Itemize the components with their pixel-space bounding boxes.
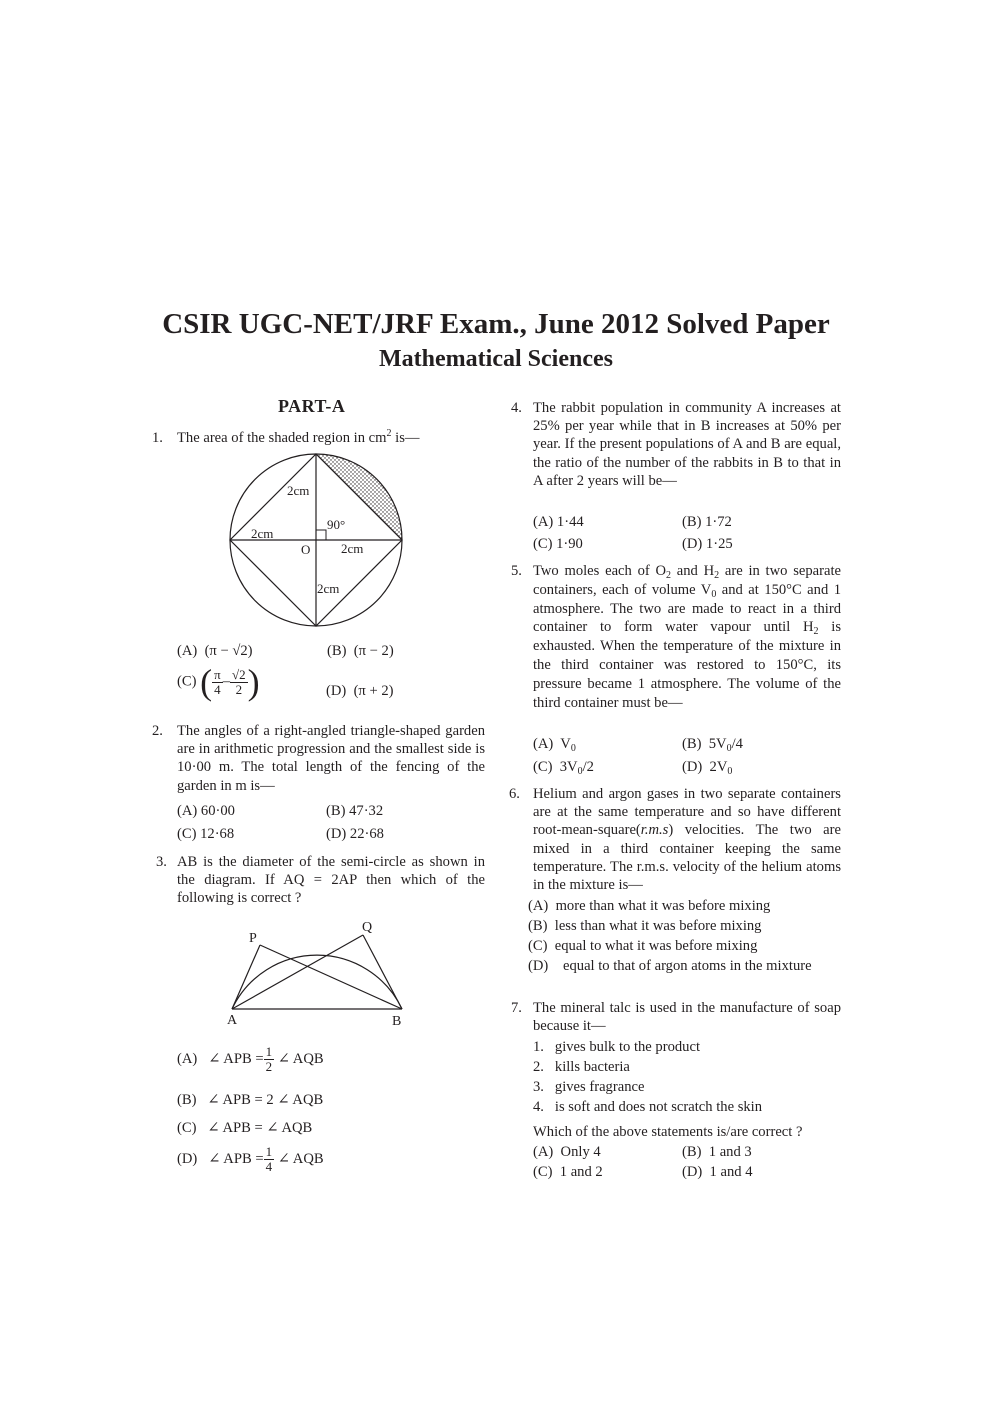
statement-2: 2. kills bacteria bbox=[533, 1059, 630, 1075]
question-number: 3. bbox=[156, 854, 167, 870]
statement-3: 3. gives fragrance bbox=[533, 1079, 645, 1095]
question-number: 4. bbox=[511, 400, 522, 416]
label-left: 2cm bbox=[251, 526, 274, 541]
label-top: 2cm bbox=[287, 483, 310, 498]
option-a[interactable]: (A) Only 4 bbox=[533, 1144, 601, 1160]
option-c[interactable]: (C) equal to what it was before mixing bbox=[528, 938, 758, 954]
option-a[interactable]: (A) $V_0$ bbox=[533, 736, 576, 754]
label-right: 2cm bbox=[341, 541, 364, 556]
statement-1: 1. gives bulk to the product bbox=[533, 1039, 701, 1055]
center-label: O bbox=[301, 542, 311, 557]
option-b[interactable]: (B) $5V_0/4$ bbox=[682, 736, 743, 754]
part-heading: PART-A bbox=[278, 396, 346, 416]
question-text: Two moles each of $O_2$ and $H_2$ are in two separate containers, each of volume $V_0$ and at 150°C and 1 atmosphere. The two are made to react in a third container to form water vapour until $H_2$ is exhausted. When the temperature of the mixture in the third container was restored to 150°C, its pressure became 1 atmosphere. The volume of the third container must be— bbox=[533, 563, 841, 711]
question-number: 5. bbox=[511, 563, 522, 579]
option-d[interactable]: (D) $2V_0$ bbox=[682, 759, 733, 777]
question-number: 7. bbox=[511, 1000, 522, 1016]
option-d[interactable]: (D) ∠ APB = $\frac{1}{4}$ ∠ AQB bbox=[177, 1144, 324, 1174]
option-b[interactable]: (B) (π − 2) bbox=[327, 643, 394, 659]
paper-subtitle: Mathematical Sciences bbox=[379, 346, 613, 372]
label-bottom: 2cm bbox=[317, 581, 340, 596]
option-c[interactable]: (C) 12·68 bbox=[177, 826, 235, 842]
angle-label: 90° bbox=[327, 517, 346, 532]
option-c[interactable]: (C) $3V_0/2$ bbox=[533, 759, 594, 777]
option-d[interactable]: (D) (π + 2) bbox=[326, 683, 394, 699]
option-b[interactable]: (B) less than what it was before mixing bbox=[528, 918, 762, 934]
segment-qb bbox=[363, 935, 402, 1009]
point-a-label: A bbox=[227, 1013, 238, 1028]
question-text: AB is the diameter of the semi-circle as shown in the diagram. If AQ = 2AP then which of the following is correct ? bbox=[177, 854, 485, 907]
option-b[interactable]: (B) 1 and 3 bbox=[682, 1144, 752, 1160]
option-b[interactable]: (B) ∠ APB = 2 ∠ AQB bbox=[177, 1092, 324, 1108]
semicircle-figure bbox=[220, 915, 420, 1030]
option-d[interactable]: (D) bbox=[528, 958, 549, 974]
option-c[interactable]: (C) ∠ APB = ∠ AQB bbox=[177, 1120, 313, 1136]
option-d-text[interactable]: equal to that of argon atoms in the mixture bbox=[563, 958, 812, 974]
question-number: 6. bbox=[509, 786, 520, 802]
question-text: The rabbit population in community A increases at 25% per year while that in B increases at 50% per year. If the present populations of A and B are equal, the ratio of the number of the rabbits in B to that in A after 2 years will be— bbox=[533, 400, 841, 489]
option-a[interactable]: (A) more than what it was before mixing bbox=[528, 898, 771, 914]
question-text: The angles of a right-angled triangle-shaped garden are in arithmetic progression and the smallest side is 10·00 m. The total length of the fencing of the garden in m is— bbox=[177, 723, 485, 794]
option-a[interactable]: (A) 1·44 bbox=[533, 514, 584, 530]
circle-square-figure bbox=[220, 445, 420, 645]
point-q-label: Q bbox=[362, 920, 373, 935]
question-text: The mineral talc is used in the manufacture of soap because it— bbox=[533, 1000, 841, 1035]
semicircle-arc bbox=[232, 955, 402, 1009]
option-a[interactable]: (A) 60·00 bbox=[177, 803, 235, 819]
option-a[interactable]: (A) (π − √2) bbox=[177, 643, 253, 659]
option-d[interactable]: (D) 1·25 bbox=[682, 536, 733, 552]
option-c[interactable]: (C) 1 and 2 bbox=[533, 1164, 603, 1180]
segment-pb bbox=[260, 945, 402, 1009]
segment-aq bbox=[232, 935, 363, 1009]
option-b[interactable]: (B) 1·72 bbox=[682, 514, 732, 530]
point-b-label: B bbox=[392, 1014, 402, 1029]
option-c[interactable]: (C) 1·90 bbox=[533, 536, 583, 552]
question-number: 2. bbox=[152, 723, 163, 739]
option-a[interactable]: (A) ∠ APB = $\frac{1}{2}$ ∠ AQB bbox=[177, 1044, 324, 1074]
question-text: Helium and argon gases in two separate containers are at the same temperature and so have different root-mean-square(r.m.s) velocities. The two are mixed in a third container keeping the same temperature. The r.m.s. velocity of the helium atoms in the mixture is— bbox=[533, 786, 841, 894]
right-angle-mark bbox=[316, 530, 326, 540]
paper-title: CSIR UGC-NET/JRF Exam., June 2012 Solved Paper bbox=[162, 308, 830, 340]
option-d[interactable]: (D) 22·68 bbox=[326, 826, 384, 842]
statement-4: 4. is soft and does not scratch the skin bbox=[533, 1099, 763, 1115]
question-number: 1. bbox=[152, 430, 163, 446]
question-ask: Which of the above statements is/are correct ? bbox=[533, 1124, 803, 1140]
point-p-label: P bbox=[249, 931, 257, 946]
question-text: The area of the shaded region in $cm^2$ is— bbox=[177, 428, 420, 446]
option-c[interactable]: (C) ( $\frac{\pi}{4}$ – $\frac{√2}{2}$ ) bbox=[177, 662, 260, 702]
option-b[interactable]: (B) 47·32 bbox=[326, 803, 384, 819]
option-d[interactable]: (D) 1 and 4 bbox=[682, 1164, 753, 1180]
